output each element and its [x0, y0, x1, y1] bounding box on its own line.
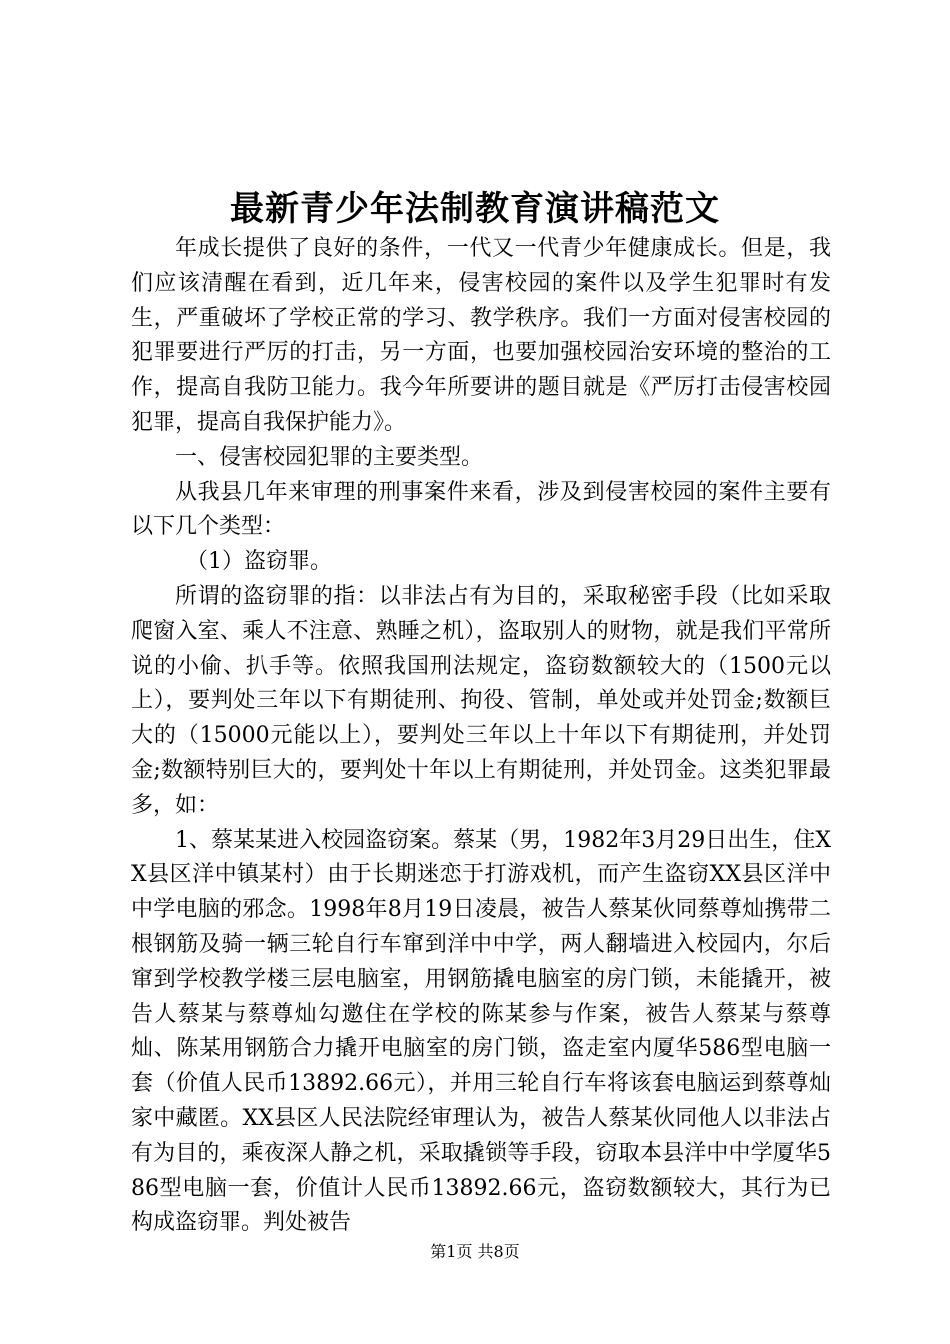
paragraph-case-example: 1、蔡某某进入校园盗窃案。蔡某（男，1982年3月29日出生，住XX县区洋中镇某村）由于长期迷恋于打游戏机，而产生盗窃XX县区洋中中学电脑的邪念。1998年8月19日凌晨，被告人蔡某伙同蔡尊灿携带二根钢筋及骑一辆三轮自行车窜到洋中中学，两人翻墙进入校园内，尔后窜到学校教学楼三层电脑室，用钢筋撬电脑室的房门锁，未能撬开，被告人蔡某与蔡尊灿勾邀住在学校的陈某参与作案，被告人蔡某与蔡尊灿、陈某用钢筋合力撬开电脑室的房门锁，盗走室内厦华586型电脑一套（价值人民币13892.66元），并用三轮自行车将该套电脑运到蔡尊灿家中藏匿。XX县区人民法院经审理认为，被告人蔡某伙同他人以非法占有为目的，乘夜深人静之机，采取撬锁等手段，窃取本县洋中中学厦华586型电脑一套，价值计人民币13892.66元，盗窃数额较大，其行为已构成盗窃罪。判处被告 [131, 827, 831, 1236]
document-title: 最新青少年法制教育演讲稿范文 [230, 189, 720, 229]
paragraph-subheading-theft: （1）盗窃罪。 [186, 549, 332, 575]
document-body [131, 232, 831, 1241]
paragraph-case-types: 从我县几年来审理的刑事案件来看，涉及到侵害校园的案件主要有以下几个类型： [131, 479, 831, 540]
paragraph-intro: 年成长提供了良好的条件，一代又一代青少年健康成长。但是，我们应该清醒在看到，近几年来，侵害校园的案件以及学生犯罪时有发生，严重破坏了学校正常的学习、教学秩序。我们一方面对侵害校园的犯罪要进行严厉的打击，另一方面，也要加强校园治安环境的整治的工作，提高自我防卫能力。我今年所要讲的题目就是《严厉打击侵害校园犯罪，提高自我保护能力》。 [131, 236, 831, 435]
page-footer: 第1页 共8页 [430, 1242, 520, 1261]
paragraph-theft-definition: 所谓的盗窃罪的指：以非法占有为目的，采取秘密手段（比如采取爬窗入室、乘人不注意、熟睡之机），盗取别人的财物，就是我们平常所说的小偷、扒手等。依照我国刑法规定，盗窃数额较大的（1500元以上），要判处三年以下有期徒刑、拘役、管制，单处或并处罚金;数额巨大的（15000元能以上），要判处三年以上十年以下有期徒刑，并处罚金;数额特别巨大的，要判处十年以上有期徒刑，并处罚金。这类犯罪最多，如： [131, 583, 831, 818]
paragraph-section-heading: 一、侵害校园犯罪的主要类型。 [175, 444, 484, 470]
